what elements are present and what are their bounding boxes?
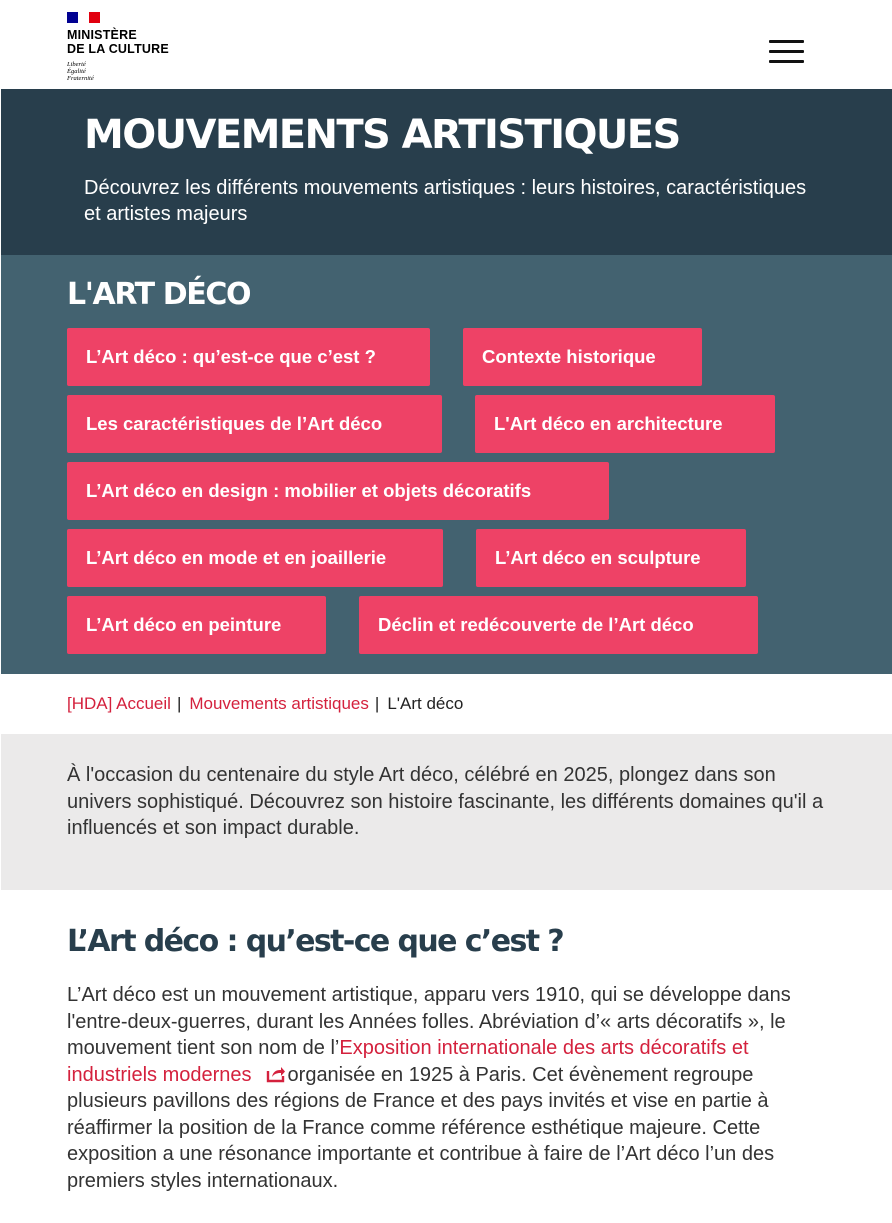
page-title: MOUVEMENTS ARTISTIQUES (84, 112, 680, 158)
article-text-after-link: organisée en 1925 à Paris. Cet évènement regroupe plusieurs pavillons des régions de France et des pays invités et vise en partie à réaffirmer la position de la France comme référence esthétique majeure. Cette exposition a une résonance importante et contribue à faire de l’Art déco l’un des premiers styles internationaux. (67, 1063, 775, 1192)
intro-block (1, 734, 892, 890)
nav-chip-caracteristiques[interactable]: Les caractéristiques de l’Art déco (67, 395, 442, 453)
breadcrumb-current: L'Art déco (387, 694, 464, 713)
breadcrumb-link-accueil[interactable]: [HDA] Accueil (67, 694, 171, 713)
motto-fraternite: Fraternité (67, 75, 94, 82)
logo-motto (67, 61, 177, 82)
nav-chip-architecture[interactable]: L'Art déco en architecture (475, 395, 775, 453)
section-navigation (1, 255, 892, 674)
breadcrumb-link-mouvements[interactable]: Mouvements artistiques (189, 694, 369, 713)
nav-chip-peinture[interactable]: L’Art déco en peinture (67, 596, 326, 654)
article-text-before-link: L’Art déco est un mouvement artistique, apparu vers 1910, qui se développe dans l'entre-deux-guerres, durant les Années folles. Abréviation d’« arts décoratifs », le mouvement tient son nom de l’ (67, 984, 791, 1059)
breadcrumb (67, 692, 463, 716)
article-paragraph (67, 982, 827, 1194)
ministry-logo[interactable] (67, 12, 177, 82)
motto-liberte: Liberté (67, 61, 86, 68)
external-link-icon (266, 1065, 286, 1083)
logo-title-line1: MINISTÈRE (67, 28, 137, 42)
motto-egalite: Égalité (67, 68, 86, 75)
breadcrumb-separator: | (374, 694, 380, 713)
nav-chip-contexte[interactable]: Contexte historique (463, 328, 702, 386)
breadcrumb-separator: | (176, 694, 182, 713)
section-title: L'ART DÉCO (67, 277, 251, 312)
nav-chip-declin[interactable]: Déclin et redécouverte de l’Art déco (359, 596, 758, 654)
nav-chip-design[interactable]: L’Art déco en design : mobilier et objets décoratifs (67, 462, 609, 520)
logo-title-line2: DE LA CULTURE (67, 41, 169, 56)
exposition-link-text[interactable]: Exposition internationale des arts décoratifs et industriels modernes (67, 1037, 749, 1086)
nav-chip-sculpture[interactable]: L’Art déco en sculpture (476, 529, 746, 587)
nav-chip-definition[interactable]: L’Art déco : qu’est-ce que c’est ? (67, 328, 430, 386)
intro-text: À l'occasion du centenaire du style Art déco, célébré en 2025, plongez dans son univers sophistiqué. Découvrez son histoire fascinante, les différents domaines qu'il a influencés et son impact durable. (67, 764, 824, 839)
hamburger-icon[interactable] (769, 39, 804, 65)
site-header (0, 0, 892, 89)
hero-banner (1, 89, 892, 255)
nav-chip-mode[interactable]: L’Art déco en mode et en joaillerie (67, 529, 443, 587)
logo-title (67, 29, 177, 56)
french-flag-icon (67, 12, 100, 23)
page-subtitle: Découvrez les différents mouvements artistiques : leurs histoires, caractéristiques et artistes majeurs (84, 177, 807, 225)
article-heading: L’Art déco : qu’est-ce que c’est ? (67, 924, 564, 959)
